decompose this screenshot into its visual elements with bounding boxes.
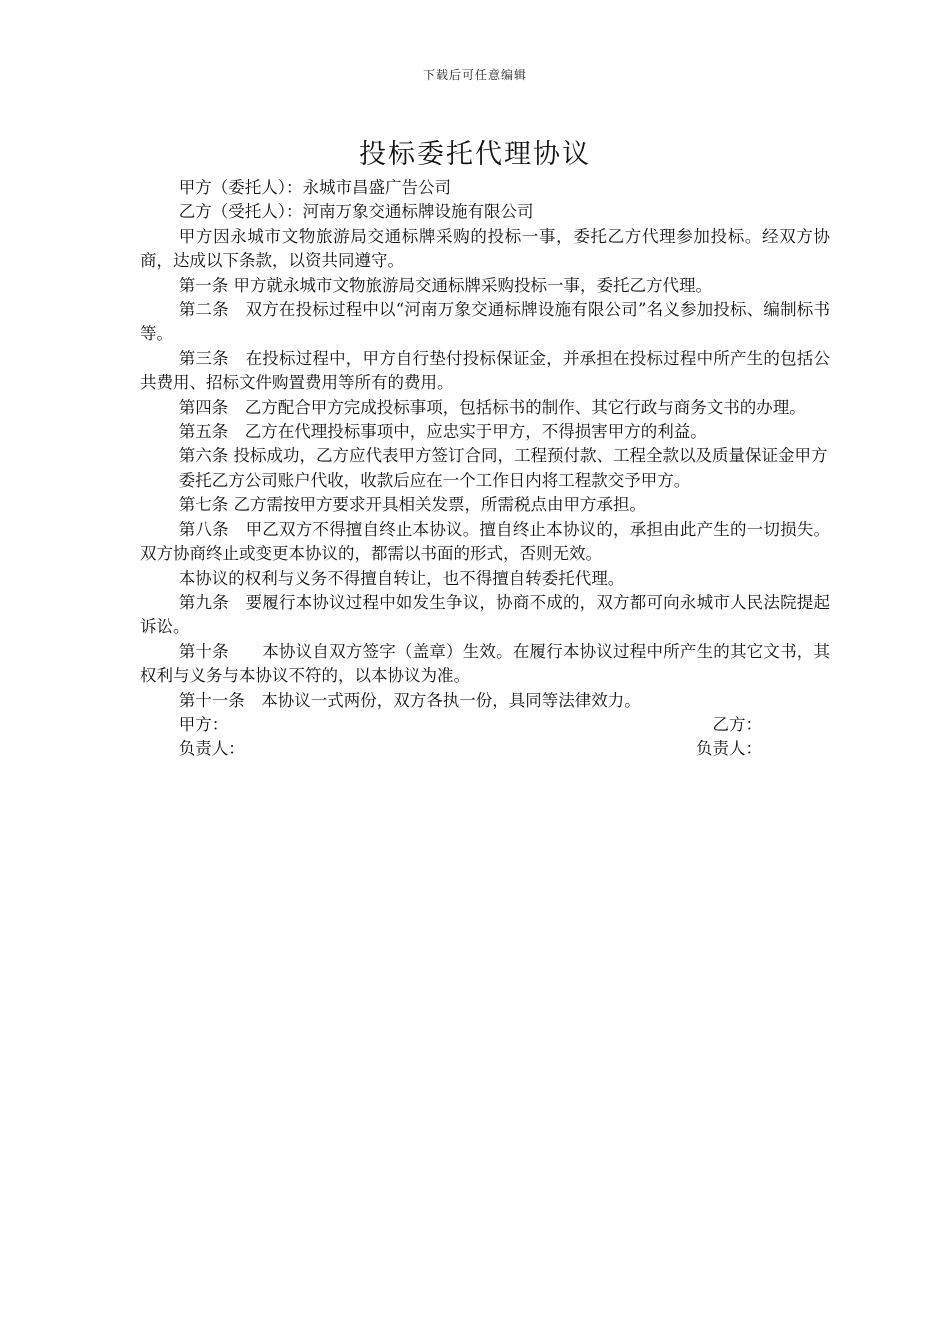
article-7: 第七条 乙方需按甲方要求开具相关发票，所需税点由甲方承担。 xyxy=(178,495,647,515)
header-note: 下载后可任意编辑 xyxy=(422,68,527,82)
article-10: 第十条 本协议自双方签字（盖章）生效。在履行本协议过程中所产生的其它文书，其权利与义务与本协议不符的，以本协议为准。 xyxy=(140,641,830,686)
preamble: 甲方因永城市文物旅游局交通标牌采购的投标一事，委托乙方代理参加投标。经双方协商，达成以下条款，以资共同遵守。 xyxy=(140,226,830,271)
article-3: 第三条 在投标过程中，甲方自行垫付投标保证金，并承担在投标过程中所产生的包括公共费用、招标文件购置费用等所有的费用。 xyxy=(140,348,830,393)
document-title: 投标委托代理协议 xyxy=(359,139,591,170)
article-6-continued: 委托乙方公司账户代收，收款后应在一个工作日内将工程款交予甲方。 xyxy=(178,470,691,490)
article-2: 第二条 双方在投标过程中以“河南万象交通标牌设施有限公司”名义参加投标、编制标书等。 xyxy=(140,300,830,344)
article-9: 第九条 要履行本协议过程中如发生争议，协商不成的，双方都可向永城市人民法院提起诉讼。 xyxy=(140,592,830,637)
agreement-body xyxy=(140,176,830,762)
article-5: 第五条 乙方在代理投标事项中，应忠实于甲方，不得损害甲方的利益。 xyxy=(178,422,707,442)
party-a-signature-label: 甲方： xyxy=(178,714,229,734)
signature-party-row xyxy=(140,713,830,737)
signature-person-row xyxy=(140,737,830,761)
party-a-responsible-label: 负责人： xyxy=(178,739,245,759)
article-11: 第十一条 本协议一式两份，双方各执一份，具同等法律效力。 xyxy=(178,690,641,710)
party-b-responsible-label: 负责人： xyxy=(696,739,762,759)
article-1: 第一条 甲方就永城市文物旅游局交通标牌采购投标一事，委托乙方代理。 xyxy=(178,275,713,295)
article-8: 第八条 甲乙双方不得擅自终止本协议。擅自终止本协议的，承担由此产生的一切损失。双方协商终止或变更本协议的，都需以书面的形式，否则无效。 xyxy=(140,519,830,564)
party-b-signature-label: 乙方： xyxy=(712,714,762,734)
assignment-clause: 本协议的权利与义务不得擅自转让，也不得擅自转委托代理。 xyxy=(178,568,625,588)
party-a-line: 甲方（委托人）：永城市昌盛广告公司 xyxy=(178,178,452,197)
article-6: 第六条 投标成功，乙方应代表甲方签订合同，工程预付款、工程全款以及质量保证金甲方 xyxy=(178,446,828,466)
article-4: 第四条 乙方配合甲方完成投标事项，包括标书的制作、其它行政与商务文书的办理。 xyxy=(178,397,806,417)
party-b-line: 乙方（受托人）：河南万象交通标牌设施有限公司 xyxy=(178,202,534,222)
